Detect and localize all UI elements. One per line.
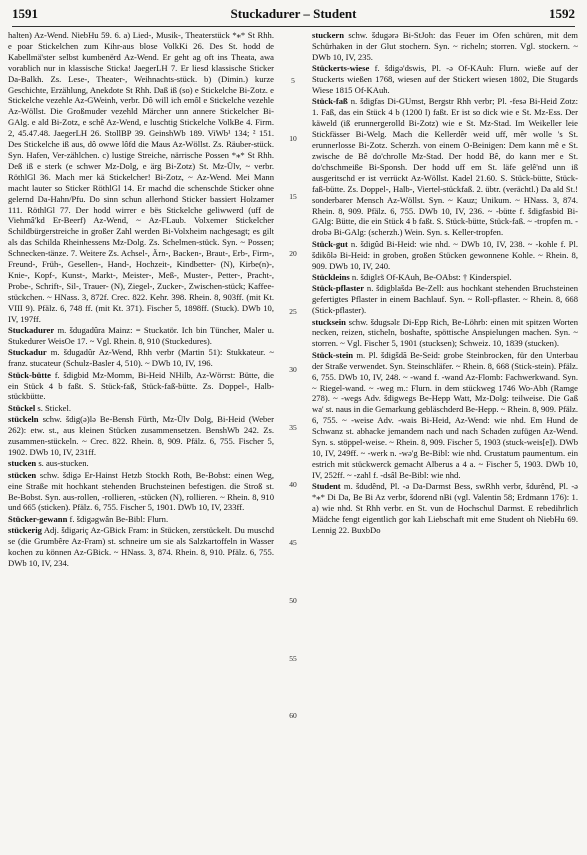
entry-headword: Stuckadur [8, 347, 47, 358]
line-number: 40 [289, 480, 297, 490]
entry-text: f. šdigbid Mz-Momm, Bi-Heid NHilb, Az-Wörrst: Bütte, die ein Stück 4 b faßt. S. Stück-faß, Stück-faß-bütte. Zs. Doppel-, Halb-stückbütte. [8, 369, 274, 402]
entry-text: halten) Az-Wend. NiebHu 59. 6. a) Lied-, Musik-, Theaterstück *⁎* St Rhh. e poar Stickelchen zum Kihr-aus blose VolkKi 26. Des St. hodd de Kabellmä'ster selbst kumbenërd Az-Wend. Er geht ag oft ins Theata, awa vorablich nur in klassische Sticka! JaegerLH 7. Er liesd klassische Sticker Da-Balkh. Zs. Lese-, Theater-, Weihnachts-stück. b) (Dimin.) kurze Geschichte, Erzählung, Anekdote St Rhh. Daß iß (so) e Stickelche Bi-Zotz. e Stickelche vezehle Az-GWeinh, verbr. Dô will ich emôl e Stickelche vezehle Az-Wöllst. Die Großmuder vezehld Märcher unn annere Stickelcher Bi-GAlg. e ald Bi-Zotz, e schê Az-Wend, e luschtig Stickelche VolkBe 4. Firm. 2, 45.47.48. JaegerLH 26. StollBP 39. GeinshWb 189. ViWb¹ 134; ² 151. Des Stickelche iß aus, dô owwe lôfd die Maus Az-Wöllst. Zs. Räuber-stück. Syn. Hafen, Ver-zählchen. c) lustige Streiche, närrische Possen *⁎* St Rhh. Deß iß e sterk (e schwer Mz-Dolg, e ärg Bi-Zotz) St. Mz-Ülv, ~ verbr. RöthlGl 36. Mach mer kä Stickelcher! Bi-Zotz, ~ Az-Wend. Mei Mann macht lauter so Sticker RöthlGl 14. Er machd die schenschde Sticker ohne gelernd Da-Hahn/Pfu. Do sinn schun allerhond Sticker bassiert Holzamer 111. RöthlGl 77. Der hodd wirrer e bës Stickelche geliwwerd (uff de Viehmâ'kd Er-Beerf) Az-Wend, ~ Az-FLaub. Volxemer Stickelcher Schildbürgerstreiche in großer Zahl werden Bi-Volxheim nachgesagt; es gilt als das Schilda Rheinhessens Mz-Dolg. Zs. Schelmen-stück. Syn. ~ Possen; Schnecken-tänze. 7. Weitere Zs. Achsel-, Ärn-, Backen-, Braut-, Erb-, Firm-, Freund-, Früh-, Gesellen-, Hand-, Hochzeit-, Kindbetter- (N), Kirbe(n)-, Knie-, Kopf-, Kunst-, Markt-, Meister-, Meß-, Muster-, Petter-, Pracht-, Probe-, Schrift-, Sil-, Trauer- (N), Ziegel-, Zucker-, Zwischen-stück; Kaffee-stückchen. ~ HNass. 3, 872f. Crec. 822. Kehr. 398. Rhein. 8, 903ff. (mit Kt. VIII 9). Pfälz. 6, 748 ff. (mit Kt. 371). Fischer 5, 1898ff. (Stuck). DWb 10, IV, 197ff. [8, 30, 274, 324]
dictionary-entry [312, 63, 578, 96]
entry-headword: Stückleins [312, 271, 350, 282]
entry-headword: Stückerts-wiese [312, 63, 370, 74]
entry-text: n. šdigblašdə Be-Zell: aus hochkant stehenden Bruchsteinen gefertigtes Pflaster in einem Bachlauf. Syn. ~ Roll-pflaster. ~ Rhein. 8, 668 (Stick-pflaster). [312, 283, 578, 316]
right-column [312, 30, 578, 848]
line-number: 15 [289, 191, 297, 201]
dictionary-entry [8, 525, 274, 569]
dictionary-entry [312, 317, 578, 350]
line-number: 20 [289, 249, 297, 259]
entry-text: s. aus-stucken. [36, 458, 89, 469]
entry-headword: Student [312, 481, 341, 492]
line-number: 5 [291, 76, 295, 86]
entry-headword: Stücker-gewann [8, 513, 68, 524]
entry-text: m. Pl. šdigšdã Be-Seid: grobe Steinbrocken, für den Unterbau der Straße verwendet. Syn. Steinschläfer. ~ Rhein. 8, 668 (Stick-stein). Pfälz. 6, 755. DWb 10, IV, 248. ~ -wand f. -wand Az-Flomb: Fachwerkwand. Syn. ~ Riegel-wand. ~ -weg m.: Flurn. in dem stückweg 1746 Wo-Abh (Ramge 278). ~ -wegs Adv. šdigwegs Be-Hepp Watt, Mz-Dolg: teilweise. Die Gaß wa' st. naus in die Gemarkung gebläschderd Be-Hepp. ~ Rhein. 8, 909. Pfälz. 6, 755. ~ -weise Adv. -wais Bi-Heid, Az-Wend: wie nhd. Em Hund de Schwanz st. abhacke jemandem nach und nach Schaden zufügen Az-Wend. Syn. s. stöppel-weise. ~ Rhein. 8, 909. Fischer 5, 1903 (stuck-weis[e]). DWb 10, IV, 249ff. ~ -werk n. -wə'g Be-Bibl: wie nhd. Crustatum paumentum. ein estrich mit stückwerck gemacht Alberus a 4 a. ~ Fischer 5, 1903. DWb 10, IV, 252ff. ~ -zahl f. -dsâl Be-Bibl: wie nhd. [312, 349, 578, 480]
dictionary-entry [312, 272, 578, 283]
dictionary-entry [312, 30, 578, 63]
entry-headword: stucksein [312, 316, 346, 327]
entry-text: s. Stickel. [35, 402, 72, 413]
entry-text: schw. šdugsəlɛ Di-Epp Rich, Be-Löhrb: einen mit spitzen Worten necken, reizen, sticheln, boshafte, spöttische Anspielungen machen. Syn. ~ storren. ~ Vgl. Fischer 5, 1901 (stucksen); Schweiz. 10, 1839 (stucken). [312, 316, 578, 349]
page-number-left: 1591 [12, 6, 38, 21]
dictionary-entry [8, 370, 274, 403]
dictionary-entry [312, 350, 578, 481]
entry-headword: Stück-pflaster [312, 283, 365, 294]
line-number: 35 [289, 422, 297, 432]
entry-text: n. šdiglɛ̃s Of-KAuh, Be-OAbst: † Kinderspiel. [349, 271, 512, 282]
dictionary-entry [8, 325, 274, 347]
entry-headword: Stück-bütte [8, 369, 51, 380]
line-number: 25 [289, 307, 297, 317]
entry-headword: Stück-stein [312, 349, 354, 360]
entry-text: f. šdigəgwân Be-Bibl: Flurn. [67, 513, 169, 524]
entry-headword: stückerig [8, 525, 42, 536]
header-title: Stuckadurer – Student [230, 6, 357, 21]
dictionary-entry [312, 481, 578, 536]
entry-text: schw. šdugərə Bi-StJoh: das Feuer im Ofen schüren, mit dem Schürhaken in der Glut stochern. Syn. ~ richeln; storren. Vgl. stockern. ~ DWb 10, IV, 235. [312, 30, 578, 62]
entry-headword: stucken [8, 458, 37, 469]
dictionary-entry [8, 414, 274, 458]
dictionary-entry [8, 403, 274, 414]
page-header [12, 6, 575, 24]
dictionary-entry [312, 239, 578, 272]
line-number: 50 [289, 595, 297, 605]
entry-text: schw. šdig(ə)lə Be-Bensh Fürth, Mz-Ülv Dolg, Bi-Heid (Weber 262): etw. st., aus kleinen Stücken zusammensetzen. BenshWb 242. Zs. zusammen-stückeln. ~ Crec. 822. Rhein. 8, 909. Pfälz. 6, 755. Fischer 5, 1902. DWb 10, IV, 231ff. [8, 414, 274, 457]
entry-headword: Stück-gut [312, 238, 348, 249]
line-number: 60 [289, 711, 297, 721]
line-number: 30 [289, 364, 297, 374]
dictionary-entry [8, 347, 274, 369]
entry-headword: stückeln [8, 414, 39, 425]
entry-text: schw. šdigə Er-Hainst Hetzb Stockh Roth, Be-Bobst: einen Weg, eine Straße mit hochkant stehenden Bruchsteinen befestigen. die Stroß st. Be-Bobst. Syn. aus-rollen, -rollieren, -stücken (N), rollieren. ~ Rhein. 8, 910 und 665 (sticken). Pfälz. 6, 755. Fischer 5, 1901. DWb 10, IV, 233ff. [8, 469, 274, 513]
entry-text: m. šdugadûr Az-Wend, Rhh verbr (Martin 51): Stukkateur. ~ franz. stucateur (Schulz-Basler 4, 510). ~ DWb 10, IV, 196. [8, 347, 274, 369]
entry-headword: Stückel [8, 402, 36, 413]
entry-headword: stücken [8, 469, 37, 480]
line-number: 45 [289, 538, 297, 548]
entry-headword: Stück-faß [312, 96, 348, 107]
left-column [8, 30, 274, 848]
entry-headword: stuckern [312, 30, 344, 40]
line-number: 55 [289, 653, 297, 663]
dictionary-entry [312, 96, 578, 238]
entry-text: n. šdigûd Bi-Heid: wie nhd. ~ DWb 10, IV, 238. ~ -kohle f. Pl. šdikôlə Bi-Heid: in groben, großen Stücken gewonnene Kohle. ~ Rhein. 8, 909. DWb 10, IV, 240. [312, 238, 578, 271]
entry-headword: Stuckadurer [8, 324, 55, 335]
line-numbers [283, 30, 305, 848]
dictionary-entry [8, 514, 274, 525]
line-number: 10 [289, 133, 297, 143]
dictionary-entry [8, 470, 274, 514]
entry-text: Adj. šdigəriç Az-GBick Fram: in Stücken, zerstückelt. Du muschd se (die Grumbêre Az-Fram) st. schneire um sie als Salzkartoffeln in Wasser kochen zu können Az-GBick. ~ HNass. 3, 874. Rhein. 8, 910. Pfälz. 6, 755. DWb 10, IV, 234. [8, 525, 274, 568]
dictionary-entry [8, 30, 274, 324]
entry-text: m. šdugadûra Mainz: = Stuckatör. Ich bin Tüncher, Maler u. Stukedurer WeisOe 17. ~ Vgl. Rhein. 8, 910 (Stuckedures). [8, 324, 274, 346]
dictionary-entry [8, 458, 274, 469]
entry-text: m. šdudênd, Pl. -ə Da-Darmst Bess, swRhh verbr, šdurênd, Pl. -ə *⁎* Di Da, Be Bi Az verbr, šdorend nBi (vgl. Valentin 58; Erdmann 176): 1. a) wie nhd. St Rhh verbr. en St. vun de Hochschul Darmst. E rebedihrlich Mädche fengt eigentlich gor kah Liebschaft mit eme Student oh NiebHu 69. Lennig 22. BuxbDo [312, 481, 578, 535]
page-number-right: 1592 [549, 6, 575, 21]
header-rule [12, 26, 575, 27]
entry-text: n. šdigfas Di-GUmst, Bergstr Rhh verbr; Pl. -fesə Bi-Heid Zotz: 1. Faß, das ein Stück 4 b (1200 l) faßt. Er ist so dick wie e St. Mz-Ess. Der käweld (iß erunnergerolld Bi-Zotz) wie e St. Mz-Stad. Im Weikeller leie Stickfässer Bi-Welg. Mach die Kellerdêr weid uff, mêr wolle 's St. erunnerlosse Bi-Zotz. Scherzh. von einem O-Beinigen: Dem kann mê e St. zwische de Bê do'chrolle Mz-Stad. Der hodd Bê, do kann mer e St. do'chschmeiße Bi-Sponsh. Der hodd uff em St. läfe gelê'nd unn iß ausgeritschd er ist verrückt Az-Wöllst. Kadel 21.60. S. Stück-bütte, Stück-faß-bütte. Zs. Doppel-, Halb-, Viertel-stückfaß. 2. übtr. (verächtl.) Da ald St.! sonderbarer Mensch Az-Wöllst. Syn. ~ Kauz; Unikum. ~ HNass. 3, 874. Rhein. 8, 909. Pfälz. 6, 755. DWb 10, IV, 236. ~ -bütte f. šdigfasbid Bi-GAlg: Bütte, die ein Stück 4 b faßt. S. Stück-bütte, Stück-faß. ~ -tropfen m. -drobə Bi-GAlg: (scherzh.) Wein. Syn. s. Keller-tropfen. [312, 96, 578, 238]
entry-text: f. šdigə'dswis, Pl. -ə Of-KAuh: Flurn. wieße auf der Stuckerts wießen 1768, wiesen auf der Stickert wiesen 1802, Die Stugards Wiese 1815 Of-KAuh. [312, 63, 578, 96]
dictionary-entry [312, 283, 578, 316]
